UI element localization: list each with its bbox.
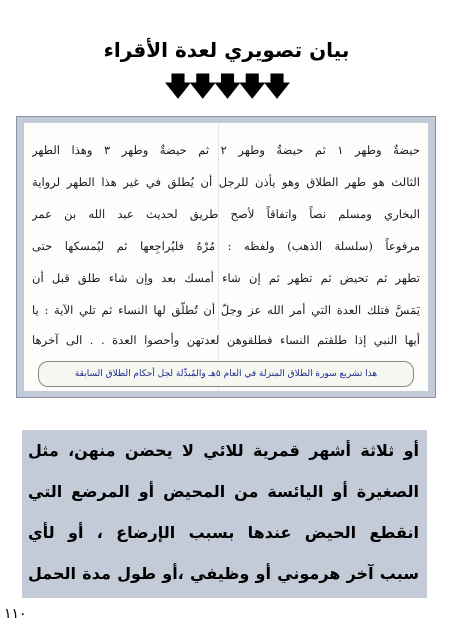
scan-line-7: أيها النبي إذا طلقتم النساء فطلقوهن لعدتهن وأحصوا العدة . . الى آخرها xyxy=(32,333,420,347)
scan-line-4: مرفوعاً (سلسلة الذهب) ولفظه : مُرْهُ فليُراجِعها ثم ليُمسكها حتى xyxy=(32,239,420,253)
scan-line-1: حيضةٌ وطهر ١ ثم حيضةٌ وطهر ٢ ثم حيضةٌ وطهر ٣ وهذا الطهر xyxy=(32,143,420,157)
scan-footnote: هذا تشريع سورة الطلاق المنزلة في العام ٥هـ والمُبدِّلة لجل أحكام الطلاق السابقة xyxy=(38,361,414,387)
scan-line-3: البخاري ومسلم نصاً واتفاقاً لأصح طريق لحديث عبد الله بن عمر xyxy=(32,207,420,221)
scan-line-2: الثالث هو طهر الطلاق وهو يأذن للرجل أن يُطلق في غير هذا الطهر لرواية xyxy=(32,175,420,189)
scanned-handwritten-page xyxy=(24,123,428,391)
down-arrows-icon: 🡇🡇🡇🡇🡇 xyxy=(164,72,289,102)
page-fold-line xyxy=(218,123,219,391)
highlight-line-4: سبب آخر هرموني أو وظيفي ،أو طول مدة الحمل xyxy=(28,564,419,583)
highlight-line-2: الصغيرة أو اليائسة من المحيض أو المرضع التي xyxy=(28,482,419,501)
scan-line-5: تطهر ثم تحيض ثم تطهر ثم إن شاء أمسك بعد وإن شاء طلق قبل أن xyxy=(32,271,420,285)
scan-line-6: يَمَسَّ فتلك العدة التي أمر الله عز وجلّ أن تُطلّق لها النساء ثم تلي الآية : يا xyxy=(32,303,420,317)
highlighted-text-block xyxy=(22,430,427,598)
scanned-document-frame xyxy=(16,116,436,398)
highlight-line-3: انقطع الحيض عندها بسبب الإرضاع ، أو لأي xyxy=(28,523,419,542)
page-title: بيان تصويري لعدة الأقراء xyxy=(103,38,350,62)
page-number: ١١٠ xyxy=(4,606,27,622)
highlight-line-1: أو ثلاثة أشهر قمرية للائي لا يحضن منهن، مثل xyxy=(28,441,419,460)
